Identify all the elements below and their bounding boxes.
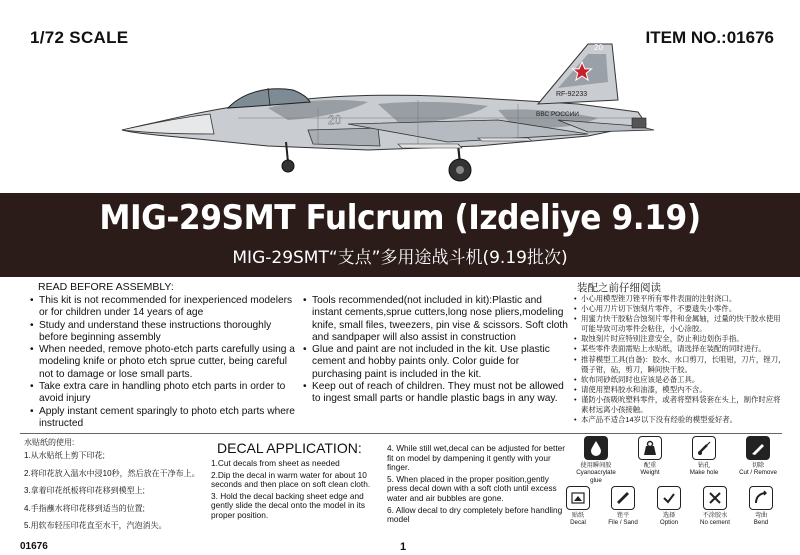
list-item: 4.手指蘸水将印花移到适当的位置; [24,503,145,513]
list-item: • Glue and paint are not included in the kit. Use plastic cement and hobby paints only. Color guide for purchasing paint is included in the kit. [303,344,571,381]
legend-en: Cut / Remove [739,469,777,477]
read-before-column-2 [303,295,571,406]
decal-steps-column-1 [211,459,379,523]
drill-icon [692,436,716,460]
exhaust [632,118,646,128]
zh-decal-title: 水贴纸的使用: [24,438,75,447]
legend-option [643,486,695,527]
decal-steps-column-2 [387,444,565,527]
list-item: • 本产品不适合14岁以下没有经验的模型爱好者。 [574,415,786,425]
list-item: • Keep out of reach of children. They must not be allowed to ingest small parts or handle plastic bags in any way. [303,381,571,406]
decal-step: 4. While still wet,decal can be adjusted for better fit on model by dampening it gently with your finger. [387,443,566,473]
list-item: • 取蚀刻片时应特别注意安全，防止利边划伤手指。 [574,334,786,344]
legend-zh: 切除 [751,462,765,469]
option-icon [657,486,681,510]
nose-cone [122,114,214,134]
legend-cut-remove [732,436,784,477]
list-item: • Apply instant cement sparingly to photo etch parts where instructed [30,406,298,431]
legend-en: Weight [640,469,660,477]
zh-read-before-list [574,294,786,425]
list-item: • 请使用塑料胶水和油漆，模型内不含。 [574,385,786,395]
glue-drop-icon [584,436,608,460]
weight-icon [638,436,662,460]
list-item: • Tools recommended(not included in kit):Plastic and instant cements,sprue cutters,long nose pliers,modeling knife, small files, tweezers, pin vise & scissors. Soft cloth and sandpaper will also assist in construction [303,295,571,344]
scale-label: 1/72 SCALE [30,28,129,47]
list-item: • Study and understand these instructions thoroughly before beginning assembly [30,320,298,345]
fuselage-text: ВВС РОССИИ [536,111,579,118]
decal-application-title: DECAL APPLICATION: [217,440,362,456]
legend-no-cement [689,486,741,527]
nose-gear-wheel [282,160,294,172]
aircraft-serial: RF-92233 [556,91,588,98]
legend-zh: 选择 [662,512,676,519]
legend-zh: 锉平 [616,512,630,519]
legend-zh: 配重 [643,462,657,469]
legend-en: File / Sand [608,519,638,527]
legend-zh: 贴纸 [571,512,585,519]
read-before-column-1 [30,295,298,430]
no-cement-icon [703,486,727,510]
zh-decal-steps [24,447,224,535]
decal-step: 3. Hold the decal backing sheet edge and gently slide the decal onto the model in its proper position. [211,490,366,520]
list-item: • When needed, remove photo-etch parts carefully using a modeling knife or photo etch sprue cutter, being careful not to damage or lose small parts. [30,344,298,381]
legend-en: Make hole [689,469,719,477]
zh-read-before-title: 装配之前仔细阅读 [577,282,661,294]
legend-file-sand [597,486,649,527]
list-item: • Take extra care in handling photo etch parts in order to avoid injury [30,381,298,406]
knife-icon [746,436,770,460]
list-item: 3.拿着印花纸板将印花移到模型上; [24,486,145,495]
list-item: 2.将印花放入温水中浸10秒，然后放在干净布上。 [24,468,200,478]
legend-en: Cyanoacrylate glue [576,469,616,484]
list-item: • This kit is not recommended for inexperienced modelers or for children under 14 years of age [30,295,298,320]
legend-cyanoacrylate-glue [570,436,622,484]
legend-make-hole [678,436,730,477]
list-item: 1.从水贴纸上剪下印花; [24,451,105,460]
legend-en: Decal [570,519,586,527]
model-title: MIG-29SMT Fulcrum (Izdeliye 9.19) [99,198,701,238]
legend-zh: 弯曲 [754,512,768,519]
list-item: • 推荐模型工具(自备)：胶水、水口剪刀，长咀钳，刀片，锉刀，镊子钳，砧，剪刀，瞬间快干胶。 [574,355,786,375]
decal-step: 5. When placed in the proper position,gently press decal down with a soft cloth until excess water and air bubbles are gone. [387,473,557,503]
model-subtitle: MIG-29SMT“支点”多用途战斗机(9.19批次) [232,248,568,268]
read-before-title: READ BEFORE ASSEMBLY: [38,281,174,293]
nose-number: 20 [328,113,342,127]
list-item: • 小心用刀片切下蚀刻片零件，不要遗失小零件。 [574,304,786,314]
legend-zh: 不涂胶水 [702,512,728,519]
intake [308,128,380,146]
decal-step: 6. Allow decal to dry completely before handling model [387,504,563,525]
legend-zh: 使用瞬间胶 [580,462,612,469]
item-number: ITEM NO.:01676 [645,28,774,47]
tail-number: 20 [594,43,603,52]
list-item: • 软布同砂纸同时也应该是必备工具。 [574,375,786,385]
symbol-legend [564,436,784,536]
decal-step: 1.Cut decals from sheet as needed [211,458,340,468]
list-item: • 谨防小孩吸吮塑料零件，或者将塑料袋套在头上，制作时应将素材远离小孩接触。 [574,395,786,415]
aircraft-illustration [118,38,658,188]
legend-en: Option [659,519,679,527]
legend-zh: 钻孔 [697,462,711,469]
legend-en: Bend [753,519,769,527]
list-item: 5.用软布轻压印花直至水干，汽泡消失。 [24,521,167,530]
decal-icon [566,486,590,510]
legend-weight [624,436,676,477]
list-item: • 用蜜力快干胶粘合蚀刻片零件和金属轴，过量的快干胶水使用可能导致可动零件会粘住，小心涂胶。 [574,314,786,334]
bend-icon [749,486,773,510]
missile [478,138,532,141]
list-item: • 某些零件表面需贴上水贴纸，请选择在装配的同时进行。 [574,344,786,354]
legend-en: No cement [700,519,730,527]
main-gear-hub [456,166,464,174]
footer-item-code: 01676 [20,541,48,552]
decal-step: 2.Dip the decal in warm water for about 10 seconds and then place on soft clean cloth. [211,469,371,490]
file-icon [611,486,635,510]
section-divider [20,433,782,434]
legend-bend [735,486,787,527]
list-item: • 小心用模型锉刀锉平所有零件表面的注射浇口。 [574,294,786,304]
page-number: 1 [400,541,407,553]
missile [398,144,462,148]
